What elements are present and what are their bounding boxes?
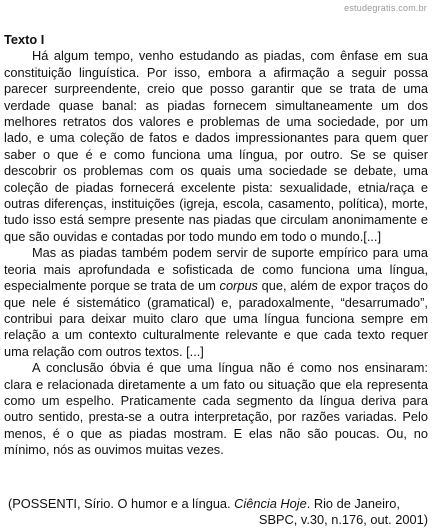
citation-place: . Rio de Janeiro, [306,496,400,511]
paragraph-2-start: Mas as piadas também podem servir de suporte empírico para uma teoria mais aprofundada e sofisticada de como funciona uma língua, especialmente porque se trata de um [4,245,428,294]
corpus-term: corpus [219,278,258,294]
text-title: Texto I [4,32,45,47]
citation-line-1 [4,496,428,512]
paragraph-2 [4,245,428,360]
paragraph-2-end: que, além de expor traços do que nele é sistemático (gramatical) e, paradoxalmente, “desarrumado”, contribui para deixar muito claro que uma língua funciona sempre em relação a um contexto culturalmente relevante e que cada texto requer uma relação com outros textos. [...] [4,278,428,359]
citation-author-title: (POSSENTI, Sírio. O humor e a língua. [8,496,235,511]
citation-journal: Ciência Hoje [234,496,307,511]
paragraph-1: Há algum tempo, venho estudando as piadas, com ênfase em sua constituição linguística. Por isso, embora a afirmação a seguir possa parecer surpreendente, creio que posso garantir que se trata de uma verdade quase banal: as piadas fornecem simultaneamente um dos melhores retratos dos valores e problemas de uma sociedade, por um lado, e uma coleção de fatos e dados impressionantes para quem quer saber o que é e como funciona uma língua, por outro. Se se quiser descobrir os problemas com os quais uma sociedade se debate, uma coleção de piadas fornecerá excelente pista: sexualidade, etnia/raça e outras diferenças, instituições (igreja, escola, casamento, política), morte, tudo isso está sempre presente nas piadas que circulam anonimamente e que são ouvidas e contadas por todo mundo em todo o mundo.[...] [4,48,428,244]
site-watermark: estudegratis.com.br [344,3,427,13]
document-text [4,32,428,459]
paragraph-3: A conclusão óbvia é que uma língua não é como nos ensinaram: clara e relacionada diretamente a um fato ou situação que ela representa como um espelho. Praticamente cada segmento da língua deriva para outro sentido, presta-se a outra interpretação, por razões variadas. Pelo menos, é o que as piadas mostram. E elas não são poucas. Ou, no mínimo, nós as ouvimos muitas vezes. [4,360,428,458]
citation [4,496,428,529]
citation-line-2: SBPC, v.30, n.176, out. 2001) [258,512,428,528]
